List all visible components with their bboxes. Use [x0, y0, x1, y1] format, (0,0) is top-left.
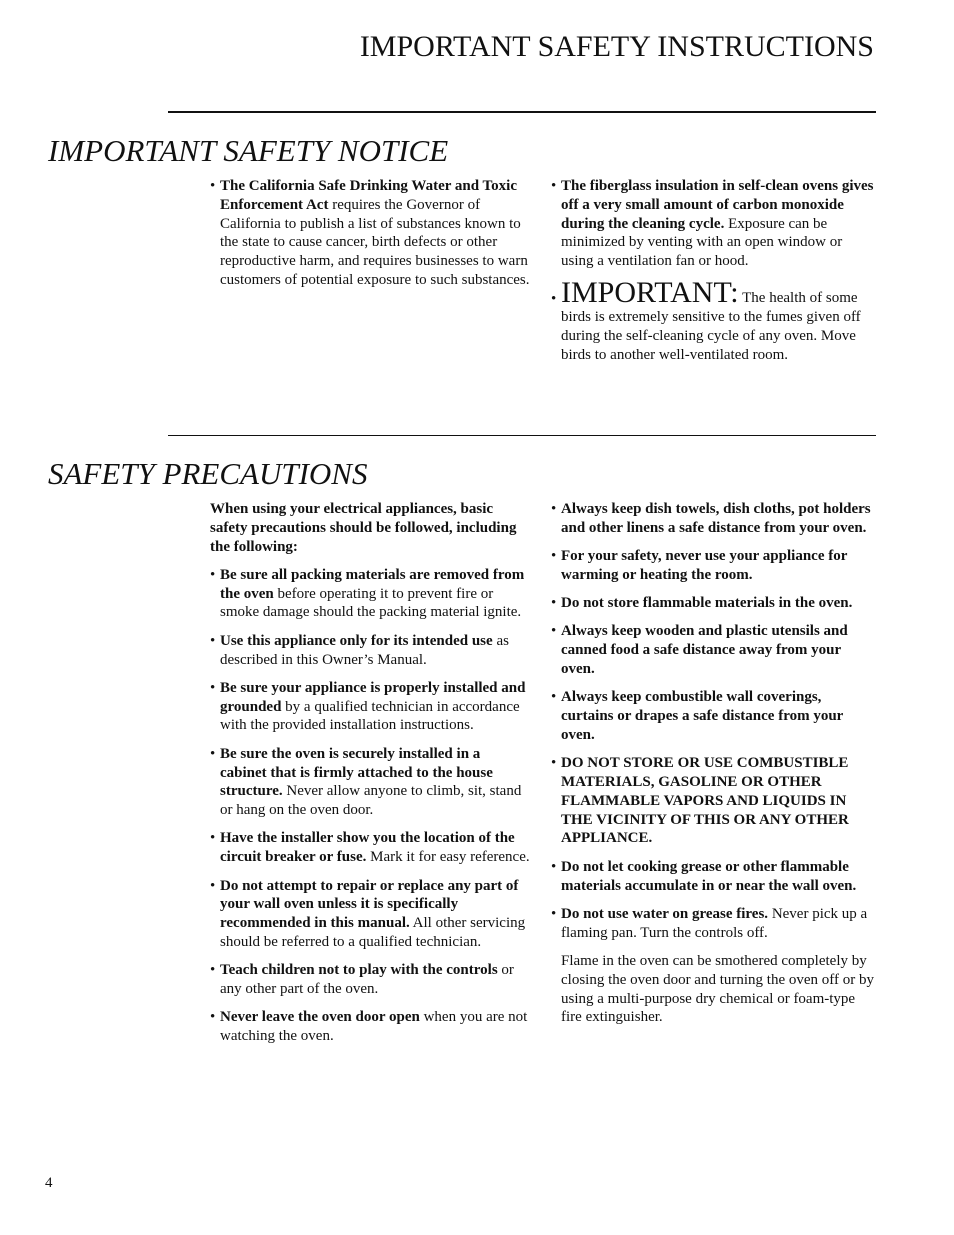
precaution-bold: Be sure the oven is securely installed in a cabinet that is firmly attached to the house structure. [220, 745, 493, 800]
precautions-left-column [210, 500, 530, 1055]
precaution-item [210, 679, 530, 735]
fiberglass-bold: The fiberglass insulation in self-clean ovens gives off a very small amount of carbon monoxide during the cleaning cycle. [561, 178, 874, 232]
precaution-item [210, 632, 530, 670]
california-act-text: requires the Governor of California to publish a list of substances known to the state to cause cancer, birth defects or other reproductive harm, and requires businesses to warn customers of potential exposure to such substances. [220, 196, 530, 288]
precaution-text: All other servicing should be referred to a qualified technician. [220, 915, 526, 950]
birds-text: The health of some birds is extremely sensitive to the fumes given off during the self-cleaning cycle of any oven. Move birds to another well-ventilated room. [561, 290, 861, 363]
precaution-text: Mark it for easy reference. [366, 849, 530, 866]
precaution-bold: Always keep combustible wall coverings, curtains or drapes a safe distance from your oven. [561, 689, 844, 743]
precaution-item [210, 829, 530, 867]
precaution-bold: Do not store flammable materials in the oven. [561, 595, 853, 612]
precaution-bold: Do not attempt to repair or replace any part of your wall oven unless it is specifically recommended in this manual. [220, 877, 519, 932]
birds-important-item [551, 276, 876, 364]
precaution-bold: Use this appliance only for its intended use [220, 632, 493, 649]
page-number: 4 [45, 1175, 53, 1191]
precaution-bold: Be sure your appliance is properly installed and grounded [220, 679, 526, 715]
precaution-item [551, 688, 876, 744]
precaution-text: as described in this Owner’s Manual. [220, 632, 509, 668]
precaution-bold: DO NOT STORE OR USE COMBUSTIBLE MATERIALS, GASOLINE OR OTHER FLAMMABLE VAPORS AND LIQUIDS IN THE VICINITY OF THIS OR ANY OTHER APPLIANCE. [561, 755, 849, 847]
precaution-bold: For your safety, never use your appliance for warming or heating the room. [561, 548, 848, 583]
precaution-bold: Have the installer show you the location of the circuit breaker or fuse. [220, 830, 515, 866]
fire-extinguish-paragraph: Flame in the oven can be smothered completely by closing the oven door and turning the oven off or by using a multi-purpose dry chemical or foam-type fire extinguisher. [561, 952, 874, 1026]
precaution-item [551, 547, 876, 585]
safety-notice-heading: IMPORTANT SAFETY NOTICE [48, 133, 449, 168]
precaution-text: by a qualified technician in accordance with the provided installation instructions. [220, 698, 520, 734]
important-label: IMPORTANT: [561, 276, 739, 310]
precaution-bold: Teach children not to play with the controls [220, 962, 498, 979]
precautions-intro: When using your electrical appliances, basic safety precautions should be followed, including the following: [210, 501, 517, 555]
precaution-item [210, 961, 530, 999]
notice-right-column [551, 177, 876, 374]
precaution-item [210, 1008, 530, 1046]
precautions-right-column [551, 500, 876, 1027]
precaution-bold: Always keep dish towels, dish cloths, pot holders and other linens a safe distance from your oven. [561, 501, 871, 536]
fiberglass-text: Exposure can be minimized by venting with an open window or using a ventilation fan or hood. [561, 215, 843, 270]
precaution-item [551, 622, 876, 678]
precaution-text: or any other part of the oven. [220, 962, 514, 998]
fiberglass-item [551, 177, 876, 271]
top-divider [168, 111, 876, 113]
notice-left-column [210, 177, 530, 299]
safety-precautions-heading: SAFETY PRECAUTIONS [48, 456, 368, 491]
precaution-item [551, 754, 876, 848]
precaution-item [551, 905, 876, 943]
precaution-item [210, 566, 530, 622]
precaution-bold: Do not let cooking grease or other flammable materials accumulate in or near the wall oven. [561, 858, 857, 894]
california-act-bold: The California Safe Drinking Water and Toxic Enforcement Act [220, 178, 517, 213]
precaution-item [551, 858, 876, 896]
precaution-bold: Be sure all packing materials are removed from the oven [220, 566, 525, 602]
precaution-text: Never pick up a flaming pan. Turn the controls off. [561, 905, 868, 941]
precaution-bold: Do not use water on grease fires. [561, 905, 769, 922]
precaution-item [551, 594, 876, 613]
precaution-text: when you are not watching the oven. [220, 1009, 528, 1045]
precaution-item [210, 877, 530, 952]
page-title: IMPORTANT SAFETY INSTRUCTIONS [359, 30, 874, 63]
precaution-text: before operating it to prevent fire or smoke damage should the packing material ignite. [220, 585, 522, 621]
precaution-item [551, 500, 876, 538]
precaution-bold: Never leave the oven door open [220, 1009, 420, 1026]
precaution-item [210, 745, 530, 820]
middle-divider [168, 435, 876, 436]
precaution-bold: Always keep wooden and plastic utensils and canned food a safe distance away from your oven. [561, 623, 848, 678]
california-act-item [210, 177, 530, 290]
precaution-text: Never allow anyone to climb, sit, stand or hang on the oven door. [220, 783, 522, 819]
